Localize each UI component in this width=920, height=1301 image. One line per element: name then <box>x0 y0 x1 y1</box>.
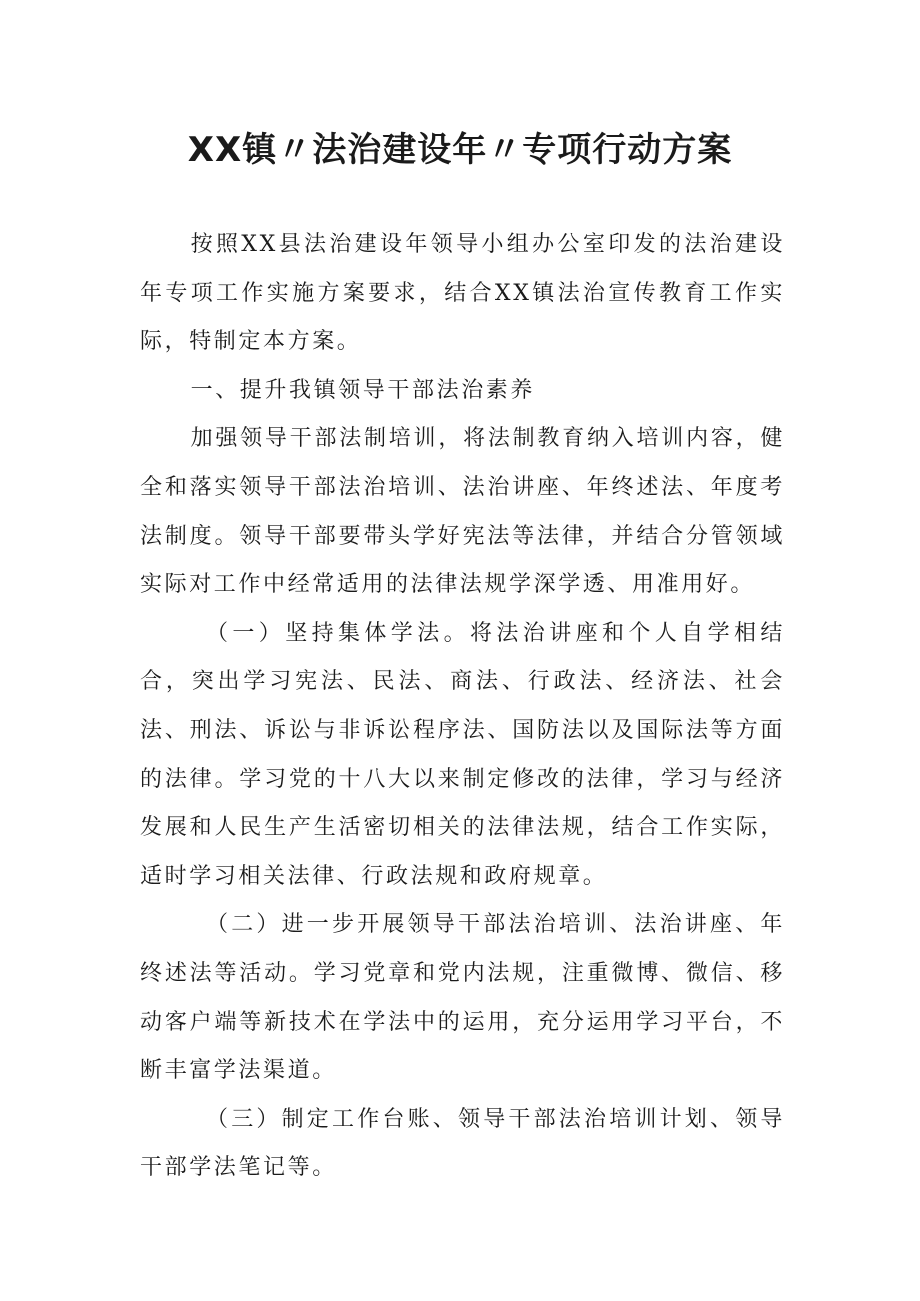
intro-paragraph: 按照XX县法治建设年领导小组办公室印发的法治建设年专项工作实施方案要求，结合XX镇法治宣传教育工作实际，特制定本方案。 <box>140 232 785 355</box>
subsection-paragraph-2: （二）进一步开展领导干部法治培训、法治讲座、年终述法等活动。学习党章和党内法规，注重微博、微信、移动客户端等新技术在学法中的运用，充分运用学习平台，不断丰富学法渠道。 <box>140 912 785 1084</box>
subsection-paragraph-1: （一）坚持集体学法。将法治讲座和个人自学相结合，突出学习宪法、民法、商法、行政法、经济法、社会法、刑法、诉讼与非诉讼程序法、国防法以及国际法等方面的法律。学习党的十八大以来制定修改的法律，学习与经济发展和人民生产生活密切相关的法律法规，结合工作实际，适时学习相关法律、行政法规和政府规章。 <box>140 620 785 889</box>
section-paragraph: 加强领导干部法制培训，将法制教育纳入培训内容，健全和落实领导干部法治培训、法治讲座、年终述法、年度考法制度。领导干部要带头学好宪法等法律，并结合分管领域实际对工作中经常适用的法律法规学深学透、用准用好。 <box>140 426 785 598</box>
document-body <box>140 221 785 1193</box>
section-heading: 一、提升我镇领导干部法治素养 <box>190 377 535 403</box>
subsection-paragraph-3: （三）制定工作台账、领导干部法治培训计划、领导干部学法笔记等。 <box>140 1106 785 1181</box>
document-title: XX镇〃法治建设年〃专项行动方案 <box>187 130 733 170</box>
